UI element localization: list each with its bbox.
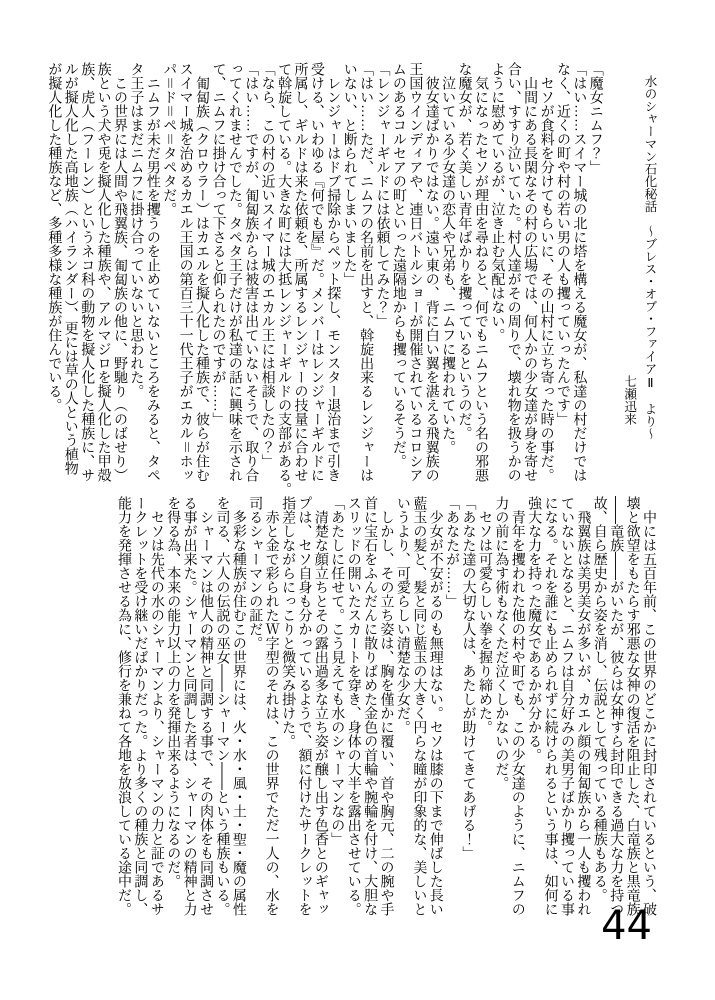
- text-line: が擬人化した種族など、多種多様な種族が住んでいる。: [47, 62, 64, 412]
- text-line: 匍匐族（クロウラー）はカエルを擬人化した種族で、彼らが住む: [195, 62, 212, 482]
- text-line: 「あなた達の大切な人は、あたしが助けてきてあげる！」: [461, 496, 478, 860]
- text-line: を得る為、本来の能力以上の力を発揮出来るようになるのだ。: [166, 496, 183, 888]
- text-line: 赤と金で彩られたＷ字型のそれは、この世界でただ一人の、水を: [264, 496, 281, 916]
- text-line: 「はい……ですが、匍匐族からは被害は出ていないそうで、取り合: [244, 62, 261, 482]
- text-line: 「はい……スイマー城の北に塔を構える魔女が、私達の村だけでは: [572, 62, 589, 482]
- text-line: 彼女達ばかりではない。遠い東の、背に白い翼を湛える飛翼族の: [424, 62, 441, 482]
- text-line: しかし、その立ち姿は、胸を僅かに覆い、首や胸元、二の腕や手: [379, 496, 396, 916]
- text-line: 山間にある長閑なその村の広場では、何人かの少女達が身を寄せ: [523, 62, 540, 482]
- author-name: 七瀬迅来: [622, 375, 637, 425]
- text-line: て斡旋している。大きな町には大抵レンジャーギルドの支部がある。: [277, 62, 294, 496]
- text-line: を司る、六人の伝説の巫女――シャーマン――という種族もいる。: [215, 496, 232, 916]
- text-line: 指差しながらにっこりと微笑み掛けた。: [281, 496, 298, 748]
- bottom-text-block: [117, 496, 658, 936]
- text-line: スイマー城を治めるカエル王国の第百三十一代王子がエカル＝ホッ: [178, 62, 195, 482]
- text-line: この世界には人間や飛翼族、匍匐族の他に、野馳り（のばせり）: [113, 62, 130, 482]
- text-line: セソは先代の水のシャーマンより、シャーマンの力と証であるサ: [149, 496, 166, 916]
- text-line: 「あなたが……」: [445, 496, 462, 608]
- text-line: ていないとなると、ニムフは自分好みの美男子ばかり攫っている事: [559, 496, 576, 916]
- text-line: 力の前に為す術もなくただ泣くしかないのだ。: [494, 496, 511, 790]
- text-line: セソは可愛らしい拳を握り締めた。: [477, 496, 494, 734]
- text-line: ムのあるコルセアの町といった遠隔地からも攫っているそうだ。: [391, 62, 408, 468]
- text-line: 族という犬や兎を擬人化した種族や、アルマジロを擬人化した甲殻: [96, 62, 113, 482]
- text-line: パ＝ド＝ペ＝タペタだ。: [162, 62, 179, 216]
- text-line: 泣いている少女達の恋人や兄弟も、ニムフに攫われていた。: [441, 62, 458, 454]
- text-line: 王国ウインディアや、連日バトルショーが開催されているコロシア: [408, 62, 425, 482]
- text-line: 少女が不安がるのも無理はない。セソは膝の下まで伸ばした長い: [428, 496, 445, 916]
- text-line: 合い、すすり泣いていた。村人達がその周りで、壊れ物を扱うかの: [506, 62, 523, 482]
- text-line: 所属し、ギルドは来た依頼を、所属するレンジャーの技量に合わせ: [293, 62, 310, 482]
- text-line: 飛翼族は美男美女が多いが、カエル顔の匍匐族から一人も攫われ: [576, 496, 593, 916]
- text-line: いない、と断られてしまいました」: [342, 62, 359, 286]
- text-line: 中には五百年前、この世界のどこかに封印されているという、破: [642, 496, 658, 916]
- text-line: 気になったセソが理由を尋ねると、何でもニムフという名の邪悪: [473, 62, 490, 482]
- text-line: 多彩な種族が住むこの世界には、火・水・風・土・聖・魔の属性: [231, 496, 248, 916]
- text-line: シャーマンは他人の精神と同調する事で、その肉体をも同調させ: [199, 496, 216, 916]
- text-line: スリッドの開いたスカートを穿き、身体の大半を露出させている。: [346, 496, 363, 916]
- text-line: ニムフが未だ男性を攫うのを止めていないところをみると、タペ: [145, 62, 162, 482]
- text-line: 故、自ら歴史から姿を消し、伝説として残っている種族もある。: [592, 496, 609, 902]
- text-line: 壊と欲望をもたらす邪悪な女神の復活を阻止した、白竜族と黒竜族: [625, 496, 642, 916]
- text-line: る事が出来た。シャーマンと同調した者は、シャーマンの精神と力: [182, 496, 199, 916]
- text-line: いうより、可愛らしい清楚な少女だ。: [395, 496, 412, 734]
- text-line: セソが食料を分けてもらいに、その山村に立ち寄った時の事だ。: [539, 62, 556, 482]
- text-line: な魔女が、若く美しい青年ばかりを攫っているというのだ。: [457, 62, 474, 440]
- text-line: て、ニムフに掛け合って下さると仰られたのですが……」: [211, 62, 228, 426]
- text-line: 「はい……ただ、ニムフの名前を出すと、斡旋出来るレンジャーは: [359, 62, 376, 482]
- text-line: になる。それを誰にも止められずに続けられるという事は、如何に: [543, 496, 560, 916]
- text-line: 「あたしに任せて。こう見えても水のシャーマンなの」: [330, 496, 347, 846]
- text-line: ってくれませんでした。タペタ王子だけが私達の話に興味を示され: [227, 62, 244, 482]
- text-line: 強大な力を持った魔女であるかが分かる。: [527, 496, 544, 762]
- text-line: 「魔女ニムフ？」: [588, 62, 605, 174]
- text-line: レンジャーはドブ掃除からペット探し、モンスター退治まで引き: [326, 62, 343, 482]
- text-line: なく、近くの町や村の若い男の人も攫っていったんです」: [555, 62, 572, 426]
- page-number: 44: [601, 903, 652, 949]
- story-title: 水のシャーマン石化秘話 〜ブレス・オブ・ファイアⅡ より〜: [643, 75, 657, 440]
- text-line: プは、セソ自身も分かっているようで、額に付けたサークレットを: [297, 496, 314, 916]
- text-line: タ王子はまだニムフに掛け合っていないと思われた。: [129, 62, 146, 398]
- text-line: 受ける、いわゆる『何でも屋』だ。メンバーはレンジャーギルドに: [309, 62, 326, 482]
- text-line: 青年を攫われた他の村や町でも、この少女達のように、ニムフの: [510, 496, 527, 916]
- text-line: 首に宝石をふんだんに散りばめた金色の首輪や腕輪を付け、大胆な: [363, 496, 380, 916]
- text-line: ように慰めているが、泣き止む気配はない。: [490, 62, 507, 342]
- column-spacer: [605, 62, 621, 500]
- top-text-block: [47, 62, 658, 500]
- text-line: 「なら、この村の近いスイマー城のエカル王には相談したの？」: [260, 62, 277, 468]
- text-line: ――竜族――がいたが、彼らは女神すら封印できる過大な力を持つ: [609, 496, 626, 916]
- text-line: ルが擬人化した高地族（ハイランダー）、更には草の人という植物: [63, 62, 80, 475]
- text-line: ークレットを受け継いだばかりだった。より多くの種族と同調し、: [133, 496, 150, 916]
- text-line: 能力を発揮させる為に、修行を兼ねて各地を放浪している途中だ。: [117, 496, 133, 916]
- text-line: 清楚な顔立ちとその露出過多な立ち姿が醸し出す色香とのギャッ: [313, 496, 330, 916]
- text-line: 「レンジャーギルドには依頼してみた？」: [375, 62, 392, 328]
- text-line: 族、虎人（フーレン）というネコ科の動物を擬人化した種族に、サ: [80, 62, 97, 482]
- text-line: 司るシャーマンの証だ。: [248, 496, 265, 650]
- text-line: 藍玉の髪と、髪と同じ藍玉の大きく円らな瞳が印象的な、美しいと: [412, 496, 429, 916]
